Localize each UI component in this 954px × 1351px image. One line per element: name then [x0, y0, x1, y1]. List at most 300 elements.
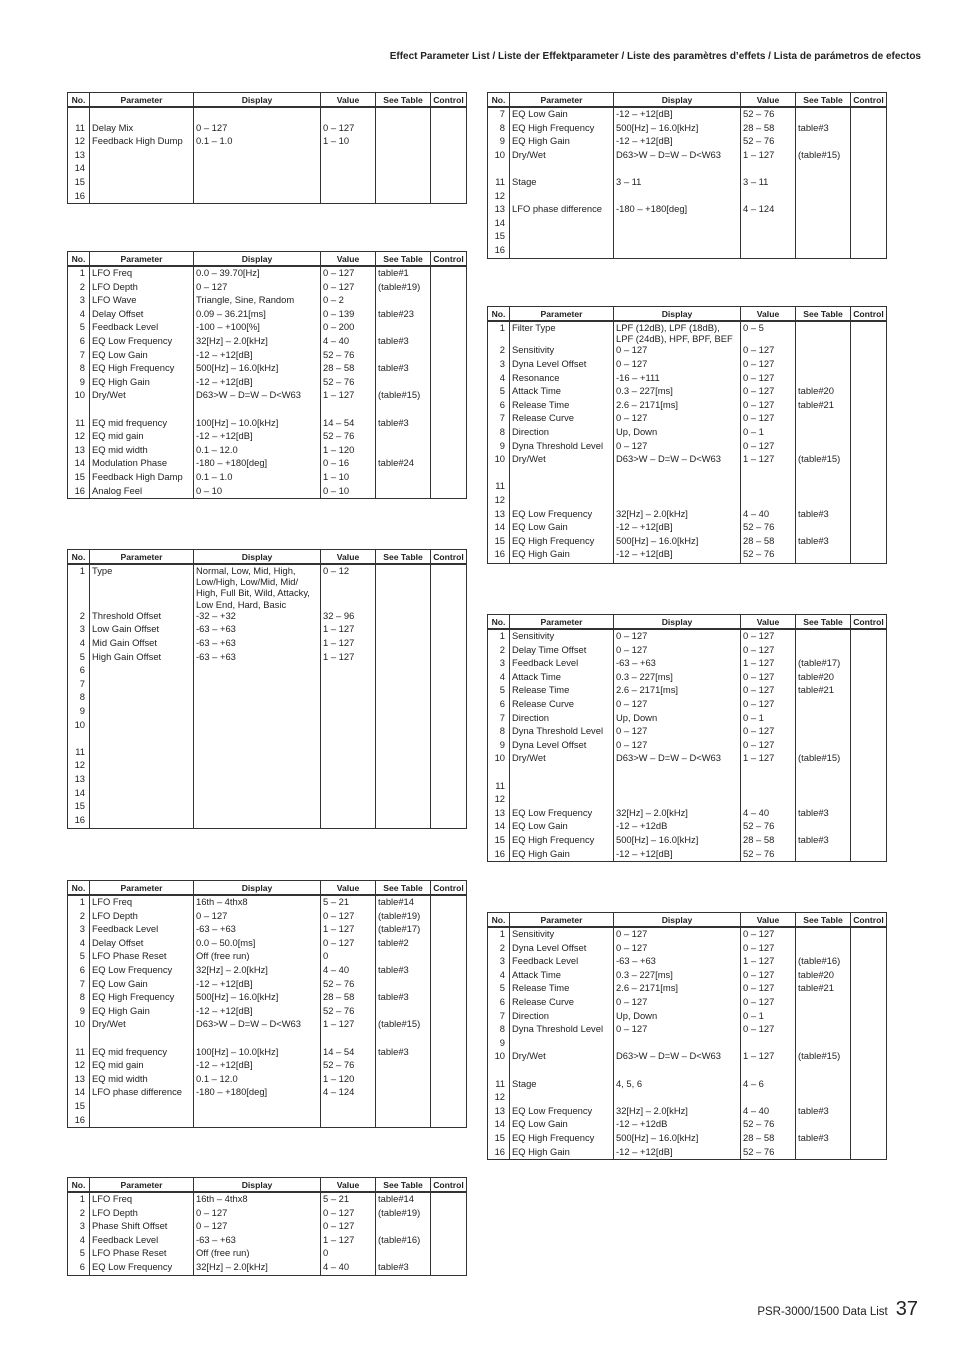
control-cell	[851, 399, 887, 413]
table-row	[488, 190, 887, 204]
value-range: 0 – 1	[741, 426, 796, 440]
table-header-row	[488, 307, 887, 322]
header-no: No.	[488, 913, 510, 928]
see-table-ref	[796, 344, 851, 358]
row-number: 6	[68, 664, 90, 678]
value-range: 0 – 127	[741, 358, 796, 372]
header-parameter: Parameter	[90, 881, 194, 896]
parameter-name: Filter Type	[510, 321, 614, 344]
row-number: 15	[488, 1132, 510, 1146]
display-range: -63 – +63	[194, 623, 321, 637]
display-range	[194, 1032, 321, 1046]
table-row	[68, 389, 467, 403]
see-table-ref	[376, 162, 431, 176]
control-cell	[431, 403, 467, 417]
header-parameter: Parameter	[510, 93, 614, 108]
row-number: 9	[488, 440, 510, 454]
table-row	[488, 629, 887, 644]
filler-cell	[431, 203, 467, 204]
display-range: D63>W – D=W – D<W63	[614, 752, 741, 766]
header-see-table: See Table	[376, 550, 431, 565]
table-row	[488, 684, 887, 698]
parameter-name	[510, 217, 614, 231]
value-range: 4 – 40	[741, 807, 796, 821]
row-number: 1	[68, 1192, 90, 1207]
row-number: 10	[488, 453, 510, 467]
display-range: -180 – +180[deg]	[614, 203, 741, 217]
display-range: 2.6 – 2171[ms]	[614, 399, 741, 413]
parameter-name	[510, 162, 614, 176]
parameter-name: EQ mid width	[90, 1073, 194, 1087]
table-filler-row	[488, 258, 887, 259]
table-row	[488, 344, 887, 358]
see-table-ref: table#3	[376, 964, 431, 978]
table-row	[488, 494, 887, 508]
control-cell	[851, 480, 887, 494]
row-number: 10	[488, 149, 510, 163]
table-row	[68, 895, 467, 910]
control-cell	[431, 122, 467, 136]
control-cell	[851, 107, 887, 122]
row-number: 7	[488, 107, 510, 122]
value-range	[321, 773, 376, 787]
display-range: Up, Down	[614, 1010, 741, 1024]
see-table-ref: table#3	[796, 1105, 851, 1119]
parameter-name: EQ Low Gain	[90, 349, 194, 363]
control-cell	[431, 135, 467, 149]
display-range: 0 – 127	[614, 725, 741, 739]
table-row	[68, 176, 467, 190]
value-range	[321, 800, 376, 814]
table-row	[68, 664, 467, 678]
parameter-table-4	[67, 880, 467, 1128]
row-number: 12	[488, 190, 510, 204]
table-row	[68, 1086, 467, 1100]
display-range	[194, 746, 321, 760]
filler-cell	[321, 1275, 376, 1276]
table-row	[488, 176, 887, 190]
display-range: LPF (12dB), LPF (18dB), LPF (24dB), HPF, BPF, BEF	[614, 321, 741, 344]
display-range: Normal, Low, Mid, High, Low/High, Low/Mid, Mid/ High, Full Bit, Wild, Attacky, Low End, Hard, Basic	[194, 564, 321, 610]
table-row	[68, 678, 467, 692]
row-number: 14	[488, 521, 510, 535]
parameter-name: LFO Phase Reset	[90, 1247, 194, 1261]
display-range	[194, 190, 321, 204]
row-number: 12	[68, 1059, 90, 1073]
parameter-name: EQ mid frequency	[90, 417, 194, 431]
row-number: 3	[68, 623, 90, 637]
control-cell	[851, 453, 887, 467]
see-table-ref	[376, 978, 431, 992]
see-table-ref	[796, 942, 851, 956]
row-number: 16	[488, 548, 510, 562]
see-table-ref	[796, 190, 851, 204]
parameter-name: Release Curve	[510, 996, 614, 1010]
filler-cell	[851, 562, 887, 564]
row-number: 2	[68, 281, 90, 295]
display-range	[614, 480, 741, 494]
parameter-name: Feedback Level	[90, 1234, 194, 1248]
see-table-ref	[376, 1100, 431, 1114]
value-range: 1 – 10	[321, 471, 376, 485]
row-number: 14	[488, 217, 510, 231]
control-cell	[851, 848, 887, 862]
table-filler-row	[68, 1275, 467, 1276]
filler-cell	[796, 1159, 851, 1160]
display-range: -12 – +12dB	[614, 1118, 741, 1132]
value-range	[741, 467, 796, 481]
control-cell	[851, 440, 887, 454]
table-row	[488, 521, 887, 535]
value-range: 4 – 40	[321, 335, 376, 349]
row-number: 8	[68, 362, 90, 376]
control-cell	[431, 732, 467, 746]
parameter-name: Release Time	[510, 684, 614, 698]
table-row	[68, 457, 467, 471]
control-cell	[431, 1032, 467, 1046]
filler-cell	[796, 258, 851, 259]
value-range: 0 – 127	[321, 266, 376, 281]
control-cell	[431, 664, 467, 678]
control-cell	[851, 793, 887, 807]
parameter-table-5	[67, 1177, 467, 1276]
filler-cell	[488, 861, 510, 862]
table-row	[488, 426, 887, 440]
control-cell	[431, 678, 467, 692]
control-cell	[431, 281, 467, 295]
table-row	[488, 107, 887, 122]
parameter-name: Dyna Level Offset	[510, 739, 614, 753]
parameter-name: EQ Low Frequency	[90, 1261, 194, 1275]
value-range: 4 – 124	[741, 203, 796, 217]
control-cell	[851, 969, 887, 983]
display-range: -180 – +180[deg]	[194, 1086, 321, 1100]
see-table-ref	[376, 814, 431, 828]
see-table-ref	[796, 644, 851, 658]
control-cell	[431, 964, 467, 978]
row-number: 4	[68, 1234, 90, 1248]
row-number: 11	[68, 1046, 90, 1060]
value-range: 52 – 76	[321, 349, 376, 363]
value-range: 1 – 120	[321, 444, 376, 458]
row-number	[68, 403, 90, 417]
value-range: 52 – 76	[741, 135, 796, 149]
parameter-table-3	[67, 549, 467, 829]
table-row	[68, 1247, 467, 1261]
value-range: 0 – 16	[321, 457, 376, 471]
table-row	[68, 910, 467, 924]
value-range: 0 – 127	[741, 969, 796, 983]
parameter-name	[90, 691, 194, 705]
display-range: Off (free run)	[194, 1247, 321, 1261]
value-range: 0 – 127	[321, 910, 376, 924]
control-cell	[851, 1118, 887, 1132]
row-number: 7	[68, 349, 90, 363]
display-range: 16th – 4thx8	[194, 1192, 321, 1207]
filler-cell	[376, 498, 431, 499]
header-no: No.	[68, 550, 90, 565]
see-table-ref	[376, 430, 431, 444]
value-range: 52 – 76	[321, 1005, 376, 1019]
see-table-ref	[796, 766, 851, 780]
value-range: 0 – 127	[321, 1207, 376, 1221]
control-cell	[851, 820, 887, 834]
display-range: 0 – 127	[614, 629, 741, 644]
value-range: 5 – 21	[321, 1192, 376, 1207]
parameter-name: Sensitivity	[510, 344, 614, 358]
see-table-ref: table#24	[376, 457, 431, 471]
table-row	[68, 691, 467, 705]
control-cell	[431, 1261, 467, 1275]
parameter-name	[90, 746, 194, 760]
display-range: -12 – +12[dB]	[194, 430, 321, 444]
value-range: 0 – 127	[741, 982, 796, 996]
parameter-name: Analog Feel	[90, 485, 194, 499]
table-row	[68, 190, 467, 204]
table-row	[488, 969, 887, 983]
row-number: 11	[68, 417, 90, 431]
display-range	[194, 705, 321, 719]
header-value: Value	[321, 881, 376, 896]
see-table-ref	[376, 149, 431, 163]
display-range: 0.3 – 227[ms]	[614, 671, 741, 685]
table-row	[68, 651, 467, 665]
parameter-name	[90, 678, 194, 692]
see-table-ref	[796, 629, 851, 644]
row-number: 4	[68, 308, 90, 322]
header-display: Display	[614, 93, 741, 108]
parameter-name: Feedback High Damp	[90, 471, 194, 485]
value-range: 52 – 76	[741, 848, 796, 862]
table-row	[488, 698, 887, 712]
parameter-name: Delay Mix	[90, 122, 194, 136]
table-row	[488, 122, 887, 136]
parameter-name	[90, 814, 194, 828]
header-no: No.	[68, 252, 90, 267]
see-table-ref	[796, 1078, 851, 1092]
control-cell	[431, 1005, 467, 1019]
display-range: 32[Hz] – 2.0[kHz]	[194, 964, 321, 978]
see-table-ref	[376, 610, 431, 624]
value-range: 0 – 127	[741, 644, 796, 658]
table-row	[68, 1018, 467, 1032]
display-range: 32[Hz] – 2.0[kHz]	[614, 508, 741, 522]
value-range: 0	[321, 1247, 376, 1261]
control-cell	[851, 955, 887, 969]
display-range: 0 – 10	[194, 485, 321, 499]
display-range: D63>W – D=W – D<W63	[194, 1018, 321, 1032]
table-filler-row	[68, 1127, 467, 1128]
see-table-ref: table#21	[796, 399, 851, 413]
see-table-ref	[796, 739, 851, 753]
value-range: 28 – 58	[321, 362, 376, 376]
display-range: 3 – 11	[614, 176, 741, 190]
row-number: 3	[488, 955, 510, 969]
display-range	[614, 1037, 741, 1051]
parameter-name: EQ Low Gain	[90, 978, 194, 992]
see-table-ref	[376, 664, 431, 678]
table-row	[488, 535, 887, 549]
table-row	[68, 294, 467, 308]
table-row	[488, 162, 887, 176]
value-range: 28 – 58	[741, 535, 796, 549]
header-value: Value	[741, 93, 796, 108]
parameter-name	[90, 162, 194, 176]
parameter-name: Direction	[510, 712, 614, 726]
control-cell	[851, 712, 887, 726]
table-row	[488, 942, 887, 956]
table-row	[68, 937, 467, 951]
table-row	[488, 1091, 887, 1105]
value-range	[321, 664, 376, 678]
parameter-name: Low Gain Offset	[90, 623, 194, 637]
table-row	[488, 149, 887, 163]
display-range: 32[Hz] – 2.0[kHz]	[614, 807, 741, 821]
value-range: 28 – 58	[741, 1132, 796, 1146]
filler-cell	[851, 1159, 887, 1160]
parameter-name: Sensitivity	[510, 629, 614, 644]
see-table-ref	[796, 426, 851, 440]
table-row	[68, 430, 467, 444]
see-table-ref	[376, 759, 431, 773]
display-range	[194, 787, 321, 801]
value-range: 1 – 127	[321, 389, 376, 403]
table-row	[68, 376, 467, 390]
header-no: No.	[488, 307, 510, 322]
value-range: 1 – 127	[321, 1018, 376, 1032]
header-no: No.	[68, 93, 90, 108]
see-table-ref: table#3	[796, 535, 851, 549]
value-range: 3 – 11	[741, 176, 796, 190]
value-range: 0 – 127	[741, 1023, 796, 1037]
display-range: 0.1 – 1.0	[194, 135, 321, 149]
row-number: 15	[488, 834, 510, 848]
row-number: 9	[68, 1005, 90, 1019]
display-range: 0 – 127	[614, 996, 741, 1010]
table-row	[488, 321, 887, 344]
value-range	[321, 746, 376, 760]
filler-cell	[90, 827, 194, 828]
display-range: D63>W – D=W – D<W63	[614, 149, 741, 163]
filler-cell	[614, 861, 741, 862]
display-range: -100 – +100[%]	[194, 321, 321, 335]
table-header-row	[68, 881, 467, 896]
parameter-name: Delay Offset	[90, 937, 194, 951]
see-table-ref	[376, 176, 431, 190]
header-display: Display	[194, 1178, 321, 1193]
header-value: Value	[741, 913, 796, 928]
parameter-name	[90, 107, 194, 122]
parameter-name: EQ High Gain	[510, 135, 614, 149]
header-value: Value	[321, 1178, 376, 1193]
control-cell	[851, 190, 887, 204]
see-table-ref: (table#16)	[376, 1234, 431, 1248]
parameter-name	[90, 759, 194, 773]
header-control: Control	[431, 881, 467, 896]
value-range: 0 – 127	[321, 1220, 376, 1234]
display-range	[614, 766, 741, 780]
filler-cell	[90, 1275, 194, 1276]
see-table-ref	[376, 719, 431, 733]
row-number: 9	[68, 705, 90, 719]
display-range	[614, 217, 741, 231]
display-range: -12 – +12[dB]	[194, 978, 321, 992]
control-cell	[431, 1073, 467, 1087]
see-table-ref: (table#17)	[796, 657, 851, 671]
table-row	[68, 417, 467, 431]
table-row	[68, 773, 467, 787]
value-range	[741, 766, 796, 780]
table-row	[488, 203, 887, 217]
control-cell	[431, 471, 467, 485]
control-cell	[851, 1064, 887, 1078]
see-table-ref: table#3	[376, 362, 431, 376]
filler-cell	[796, 861, 851, 862]
see-table-ref	[796, 162, 851, 176]
parameter-table-2	[67, 251, 467, 499]
value-range: 52 – 76	[741, 1118, 796, 1132]
control-cell	[431, 1046, 467, 1060]
row-number: 8	[68, 691, 90, 705]
table-row	[488, 644, 887, 658]
row-number: 2	[488, 644, 510, 658]
parameter-name: EQ mid width	[90, 444, 194, 458]
see-table-ref	[376, 349, 431, 363]
parameter-name: Release Curve	[510, 698, 614, 712]
table-row	[68, 1207, 467, 1221]
see-table-ref	[796, 135, 851, 149]
value-range: 52 – 76	[321, 430, 376, 444]
table-row	[488, 848, 887, 862]
display-range: 0.0 – 50.0[ms]	[194, 937, 321, 951]
table-row	[488, 1010, 887, 1024]
value-range: 1 – 120	[321, 1073, 376, 1087]
control-cell	[851, 176, 887, 190]
filler-cell	[614, 562, 741, 564]
parameter-name: LFO Freq	[90, 895, 194, 910]
table-row	[68, 719, 467, 733]
display-range: 0 – 127	[614, 644, 741, 658]
control-cell	[851, 725, 887, 739]
table-row	[488, 1037, 887, 1051]
see-table-ref	[376, 1114, 431, 1128]
table-row	[488, 1146, 887, 1160]
display-range: 2.6 – 2171[ms]	[614, 982, 741, 996]
parameter-name: Release Curve	[510, 412, 614, 426]
header-display: Display	[194, 93, 321, 108]
row-number: 1	[488, 629, 510, 644]
table-row	[68, 964, 467, 978]
see-table-ref	[796, 548, 851, 562]
value-range: 1 – 127	[741, 955, 796, 969]
value-range: 14 – 54	[321, 1046, 376, 1060]
parameter-name: Feedback Level	[90, 923, 194, 937]
value-range	[321, 176, 376, 190]
see-table-ref	[376, 1005, 431, 1019]
display-range: 100[Hz] – 10.0[kHz]	[194, 417, 321, 431]
value-range	[321, 705, 376, 719]
control-cell	[431, 294, 467, 308]
control-cell	[431, 637, 467, 651]
filler-cell	[614, 258, 741, 259]
table-row	[488, 399, 887, 413]
header-display: Display	[614, 615, 741, 630]
control-cell	[431, 1114, 467, 1128]
parameter-name: Dyna Level Offset	[510, 942, 614, 956]
display-range: 4, 5, 6	[614, 1078, 741, 1092]
parameter-name	[90, 773, 194, 787]
control-cell	[431, 1059, 467, 1073]
